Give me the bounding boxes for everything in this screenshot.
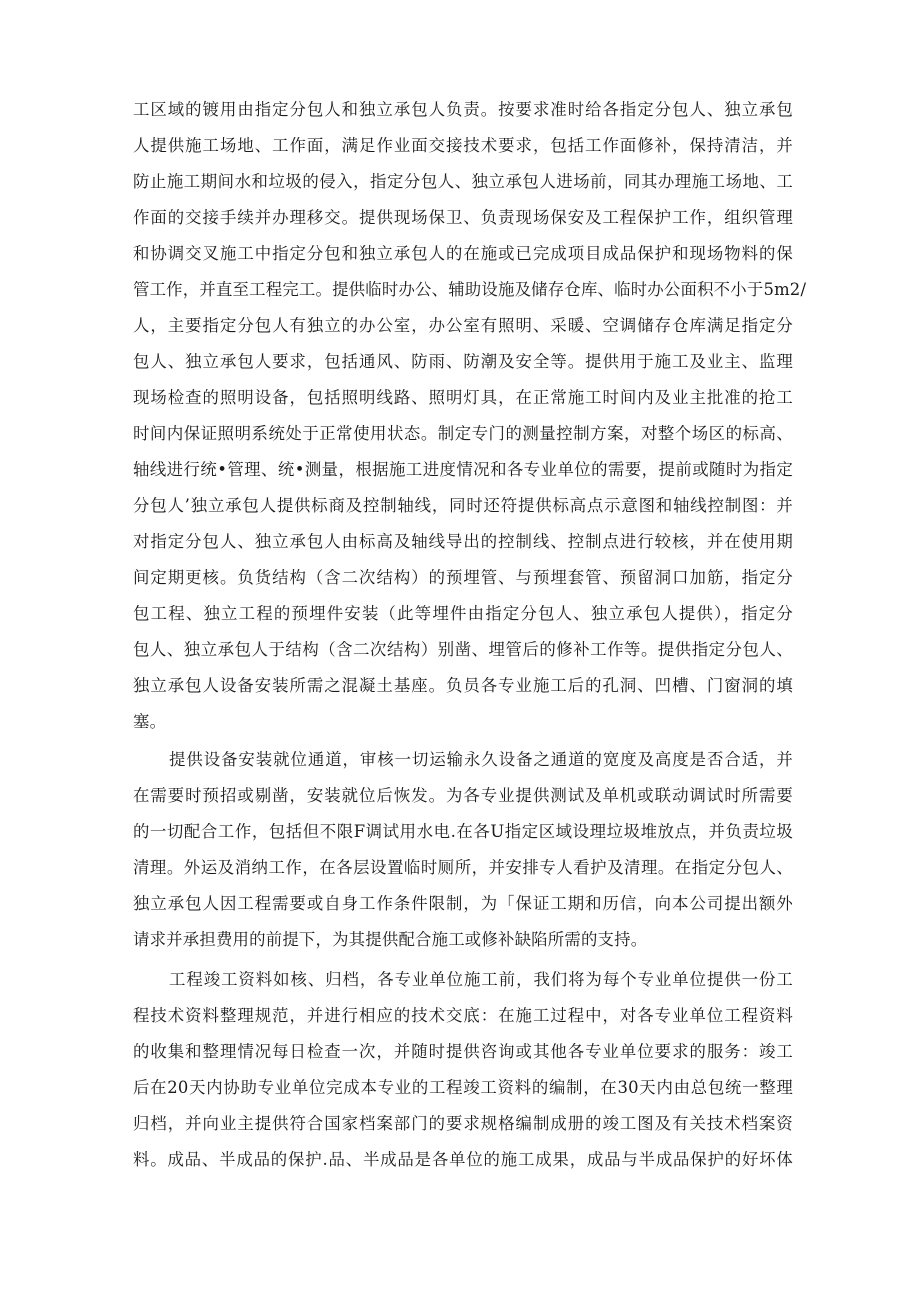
paragraph-line: 的一切配合工作，包括但不限F调试用水电.在各U指定区域设理垃圾堆放点，并负责垃圾	[133, 822, 793, 841]
paragraph-line: 在需要时预招或剔凿，安装就位后恢发。为各专业提供测试及单机或联动调试时所需要	[133, 786, 793, 805]
paragraph-line: 间定期更核。负货结构（含二次结构）的预埋管、与预埋套管、预留洞口加筋，指定分	[133, 568, 793, 587]
paragraph-line: 时间内保证照明系统处于正常使用状态。制定专门的测量控制方案，对整个场区的标高、	[133, 424, 793, 443]
paragraph-line: 工程竣工资料如核、归档，各专业单位施工前，我们将为每个专业单位提供一份工	[169, 970, 793, 989]
paragraph-line: 对指定分包人、独立承包人由标高及轴线导出的控制线、控制点进行较核，并在使用期	[133, 532, 793, 551]
paragraph-line: 轴线进行统•管理、统•测量，根据施工进度情况和各专业单位的需要，提前或随时为指定	[133, 460, 793, 479]
paragraph-line: 独立承包人设备安装所需之混凝土基座。负员各专业施工后的孔洞、凹槽、门窗洞的填	[133, 676, 793, 695]
paragraph-line: 独立承包人因工程需要或自身工作条件限制，为「保证工期和历信，向本公司提出额外	[133, 894, 793, 913]
paragraph-line: 分包人’独立承包人提供标商及控制轴线，同时还符提供标高点示意图和轴线控制图：并	[133, 496, 793, 515]
paragraph-line: 工区域的镀用由指定分包人和独立承包人负责。按要求准时给各指定分包人、独立承包	[133, 100, 793, 119]
paragraph-line: 请求并承担费用的前提下，为其提供配合施工或修补缺陷所需的支持。	[133, 930, 648, 949]
paragraph-line: 人提供施工场地、工作面，满足作业面交接技术要求，包括工作面修补，保持清洁，并	[133, 136, 793, 155]
paragraph-line: 程技术资料整理规范，并进行相应的技术交底：在施工过程中，对各专业单位工程资料	[133, 1006, 793, 1025]
paragraph-line: 包工程、独立工程的预埋件安装（此等埋件由指定分包人、独立承包人提供），指定分	[133, 604, 793, 623]
paragraph-line: 包人、独立承包人要求，包括通风、防雨、防潮及安全等。提供用于施工及业主、监理	[133, 352, 793, 371]
paragraph-line: 的收集和整理情况每日检查一次，并随时提供咨询或其他各专业单位要求的服务：竣工	[133, 1042, 793, 1061]
paragraph-line: 料。成品、半成品的保护.品、半成品是各单位的施工成果，成品与半成品保护的好坏体	[133, 1150, 793, 1169]
paragraph-line: 现场检查的照明设备，包括照明线路、照明灯具，在正常施工时间内及业主批准的抢工	[133, 388, 793, 407]
paragraph-line: 包人、独立承包人于结构（含二次结构）别凿、埋管后的修补工作等。提供指定分包人、	[133, 640, 793, 659]
paragraph-line: 作面的交接手续并办理移交。提供现场保卫、负责现场保安及工程保护工作，组织管理	[133, 208, 793, 227]
paragraph-line: 管工作，并直至工程完工。提供临时办公、辅助设施及储存仓库、临时办公面积不小于5m2/	[133, 280, 807, 299]
paragraph-line: 清理。外运及消纳工作，在各层设置临时厕所，并安排专人看护及清理。在指定分包人、	[133, 858, 793, 877]
paragraph-line: 和协调交叉施工中指定分包和独立承包人的在施或已完成项目成品保护和现场物料的保	[133, 244, 793, 263]
paragraph-line: 人，主要指定分包人有独立的办公室，办公室有照明、采暖、空调储存仓库满足指定分	[133, 316, 793, 335]
paragraph-line: 塞。	[133, 712, 167, 731]
paragraph-line: 后在20天内协助专业单位完成本专业的工程竣工资料的编制，在30天内由总包统一整理	[133, 1078, 793, 1097]
paragraph-line: 提供设备安装就位通道，审核一切运输永久设备之通道的宽度及高度是否合适，并	[169, 750, 793, 769]
paragraph-line: 防止施工期间水和垃圾的侵入，指定分包人、独立承包人进场前，同其办理施工场地、工	[133, 172, 793, 191]
paragraph-line: 归档，并向业主提供符合国家档案部门的要求规格编制成册的竣工图及有关技术档案资	[133, 1114, 793, 1133]
